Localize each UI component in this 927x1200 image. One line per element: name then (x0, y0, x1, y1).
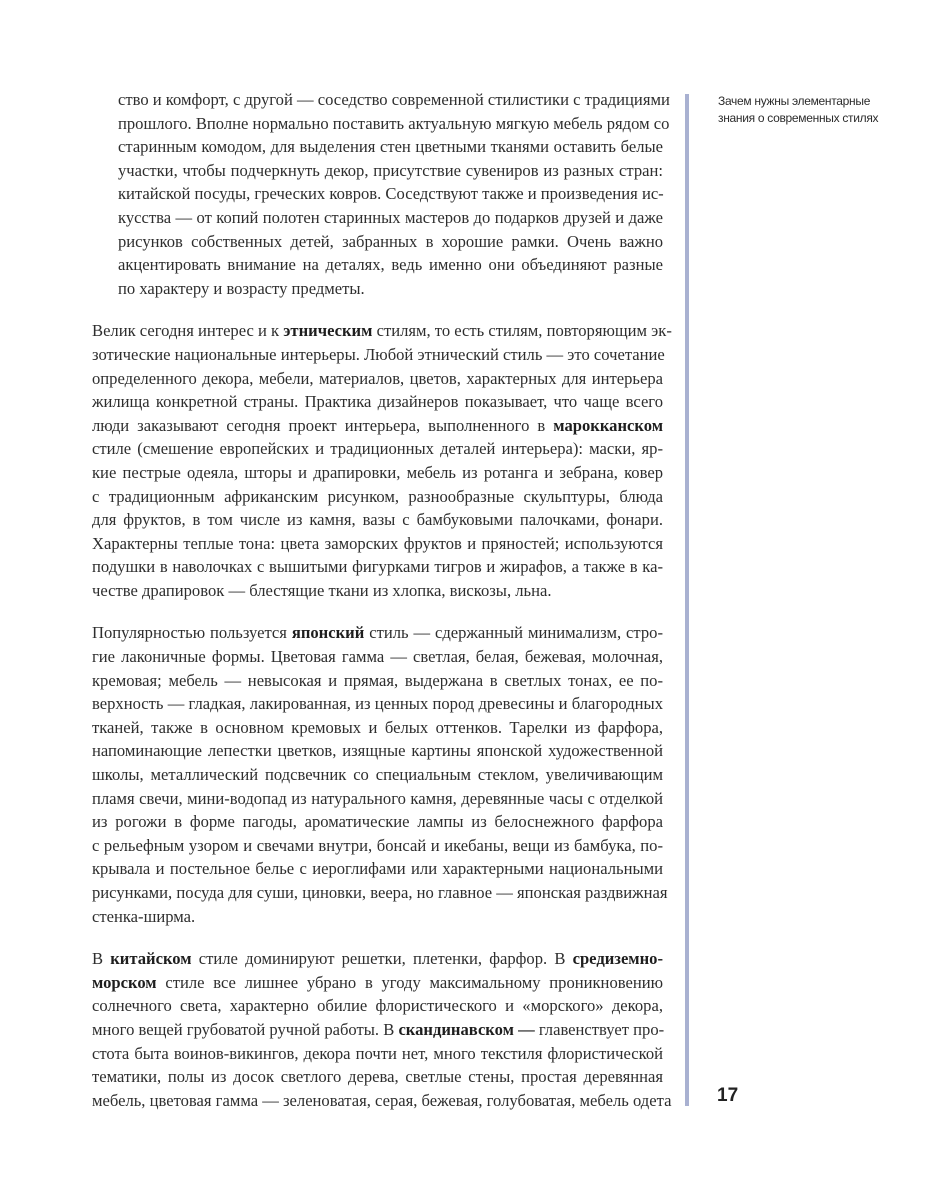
text-line (92, 905, 663, 929)
text-line (92, 834, 663, 858)
text-line (92, 787, 663, 811)
paragraph (92, 319, 672, 602)
text-run: кремовая; мебель — невысокая и прямая, выдержана в светлых тонах, ее по- (92, 670, 663, 690)
bold-term: средиземно- (572, 949, 663, 969)
text-run: кие пестрые одеяла, шторы и драпировки, мебель из ротанга и зебрана, ковер (92, 462, 663, 482)
text-line (92, 414, 663, 438)
text-run: стиль — сдержанный минимализм, стро- (364, 623, 663, 643)
text-line (92, 669, 663, 693)
text-line (118, 253, 663, 277)
text-line (92, 1042, 663, 1066)
text-line (92, 971, 663, 995)
text-run: стота быта воинов-викингов, декора почти нет, много текстиля флористической (92, 1043, 663, 1063)
text-line (92, 390, 663, 414)
text-line (92, 692, 663, 716)
running-head-line: знания о современных стилях (718, 111, 879, 125)
bold-term: скандинавском — (398, 1019, 535, 1039)
text-run: крывала и постельное белье с иероглифами или характерными национальными (92, 859, 663, 879)
text-line (92, 947, 663, 971)
text-line (118, 206, 663, 230)
bold-term: морском (92, 972, 157, 992)
text-line (92, 579, 663, 603)
text-line (118, 159, 663, 183)
page-number: 17 (717, 1085, 739, 1106)
text-run: участки, чтобы подчеркнуть декор, присутствие сувениров из разных стран: (118, 160, 663, 180)
text-line (92, 994, 663, 1018)
text-run: честве драпировок — блестящие ткани из хлопка, вискозы, льна. (92, 580, 552, 600)
text-line (92, 857, 663, 881)
text-line (92, 461, 663, 485)
text-run: из рогожи в форме пагоды, ароматические лампы из белоснежного фарфора (92, 812, 663, 832)
text-run: ство и комфорт, с другой — соседство современной стилистики с традициями (118, 90, 670, 109)
text-run: гие лаконичные формы. Цветовая гамма — светлая, белая, бежевая, молочная, (92, 647, 663, 667)
text-line (118, 182, 663, 206)
text-run: школы, металлический подсвечник со специальным стеклом, увеличивающим (92, 765, 663, 785)
text-line (92, 1065, 663, 1089)
text-line (92, 555, 663, 579)
text-run: Велик сегодня интерес и к (92, 321, 284, 341)
text-line (92, 739, 663, 763)
text-run: зотические национальные интерьеры. Любой этнический стиль — это сочетание (92, 344, 665, 364)
text-run: с традиционным африканским рисунком, разнообразные скульптуры, блюда (92, 486, 663, 506)
text-run: Характерны теплые тона: цвета заморских фруктов и пряностей; используются (92, 533, 663, 553)
text-run: много вещей грубоватой ручной работы. В (92, 1019, 399, 1039)
text-run: В (92, 949, 111, 969)
text-run: тематики, полы из досок светлого дерева, светлые стены, простая деревянная (92, 1067, 663, 1087)
text-line (92, 485, 663, 509)
text-run: Популярностью пользуется (92, 623, 292, 643)
text-line (92, 810, 663, 834)
text-run: рисунков собственных детей, забранных в хорошие рамки. Очень важно (118, 231, 663, 251)
text-run: для фруктов, в том числе из камня, вазы с бамбуковыми палочками, фонари. (92, 510, 663, 530)
text-run: прошлого. Вполне нормально поставить актуальную мягкую мебель рядом со (118, 113, 670, 133)
text-run: солнечного света, характерно обилие флористического и «морского» декора, (92, 996, 663, 1016)
paragraph (92, 621, 668, 928)
text-run: мебель, цветовая гамма — зеленоватая, серая, бежевая, голубоватая, мебель одета (92, 1090, 672, 1110)
text-run: рисунками, посуда для суши, циновки, веера, но главное — японская раздвижная (92, 883, 668, 902)
text-run: по характеру и возрасту предметы. (118, 278, 365, 298)
text-line (92, 881, 668, 905)
text-line (118, 277, 663, 301)
running-head (718, 93, 888, 127)
text-line (92, 343, 663, 367)
text-run: китайской посуды, греческих ковров. Соседствуют также и произведения ис- (118, 184, 664, 204)
text-line (92, 437, 663, 461)
text-line (118, 230, 663, 254)
text-run: старинным комодом, для выделения стен цветными тканями оставить белые (118, 137, 663, 157)
text-run: акцентировать внимание на деталях, ведь именно они объединяют разные (118, 255, 663, 275)
text-run: стилям, то есть стилям, повторяющим эк- (372, 321, 672, 341)
bold-term: этническим (283, 321, 373, 341)
text-run: с рельефным узором и свечами внутри, бонсай и икебаны, вещи из бамбука, по- (92, 835, 663, 855)
bold-term: японский (291, 623, 365, 643)
text-run: стиле все лишнее убрано в угоду максимальному проникновению (156, 972, 663, 992)
margin-rule (685, 94, 689, 1106)
text-run: верхность — гладкая, лакированная, из ценных пород древесины и благородных (92, 694, 663, 714)
text-line (118, 135, 663, 159)
text-line (92, 716, 663, 740)
text-run: люди заказывают сегодня проект интерьера, выполненного в (92, 415, 554, 435)
text-run: подушки в наволочках с вышитыми фигурками тигров и жирафов, а также в ка- (92, 557, 663, 577)
text-run: стиле доминируют решетки, плетенки, фарфор. В (191, 949, 573, 969)
text-run: тканей, также в основном кремовых и белых оттенков. Тарелки из фарфора, (92, 717, 663, 737)
text-run: стенка-ширма. (92, 906, 196, 926)
text-run: напоминающие лепестки цветков, изящные картины японской художественной (92, 741, 663, 761)
text-line (118, 88, 670, 112)
text-run: кусства — от копий полотен старинных мастеров до подарков друзей и даже (118, 207, 663, 227)
text-run: главенствует про- (534, 1019, 665, 1039)
text-line (92, 508, 663, 532)
text-line (92, 532, 663, 556)
paragraph (92, 947, 672, 1112)
text-run: стиле (смешение европейских и традиционных деталей интерьера): маски, яр- (92, 439, 663, 459)
text-run: определенного декора, мебели, материалов, цветов, характерных для интерьера (92, 368, 663, 388)
text-line (92, 763, 663, 787)
text-run: жилища конкретной страны. Практика дизайнеров показывает, что чаще всего (92, 392, 663, 412)
text-line (118, 112, 670, 136)
text-line (92, 1018, 663, 1042)
paragraph (118, 88, 670, 300)
bold-term: китайском (110, 949, 192, 969)
text-line (92, 621, 663, 645)
bold-term: марокканском (553, 415, 663, 435)
text-line (92, 319, 672, 343)
text-line (92, 645, 663, 669)
text-run: пламя свечи, мини-водопад из натурального камня, деревянные часы с отделкой (92, 788, 663, 808)
body-text (92, 88, 672, 1131)
text-line (92, 367, 663, 391)
text-line (92, 1089, 672, 1113)
running-head-line: Зачем нужны элементарные (718, 94, 871, 108)
